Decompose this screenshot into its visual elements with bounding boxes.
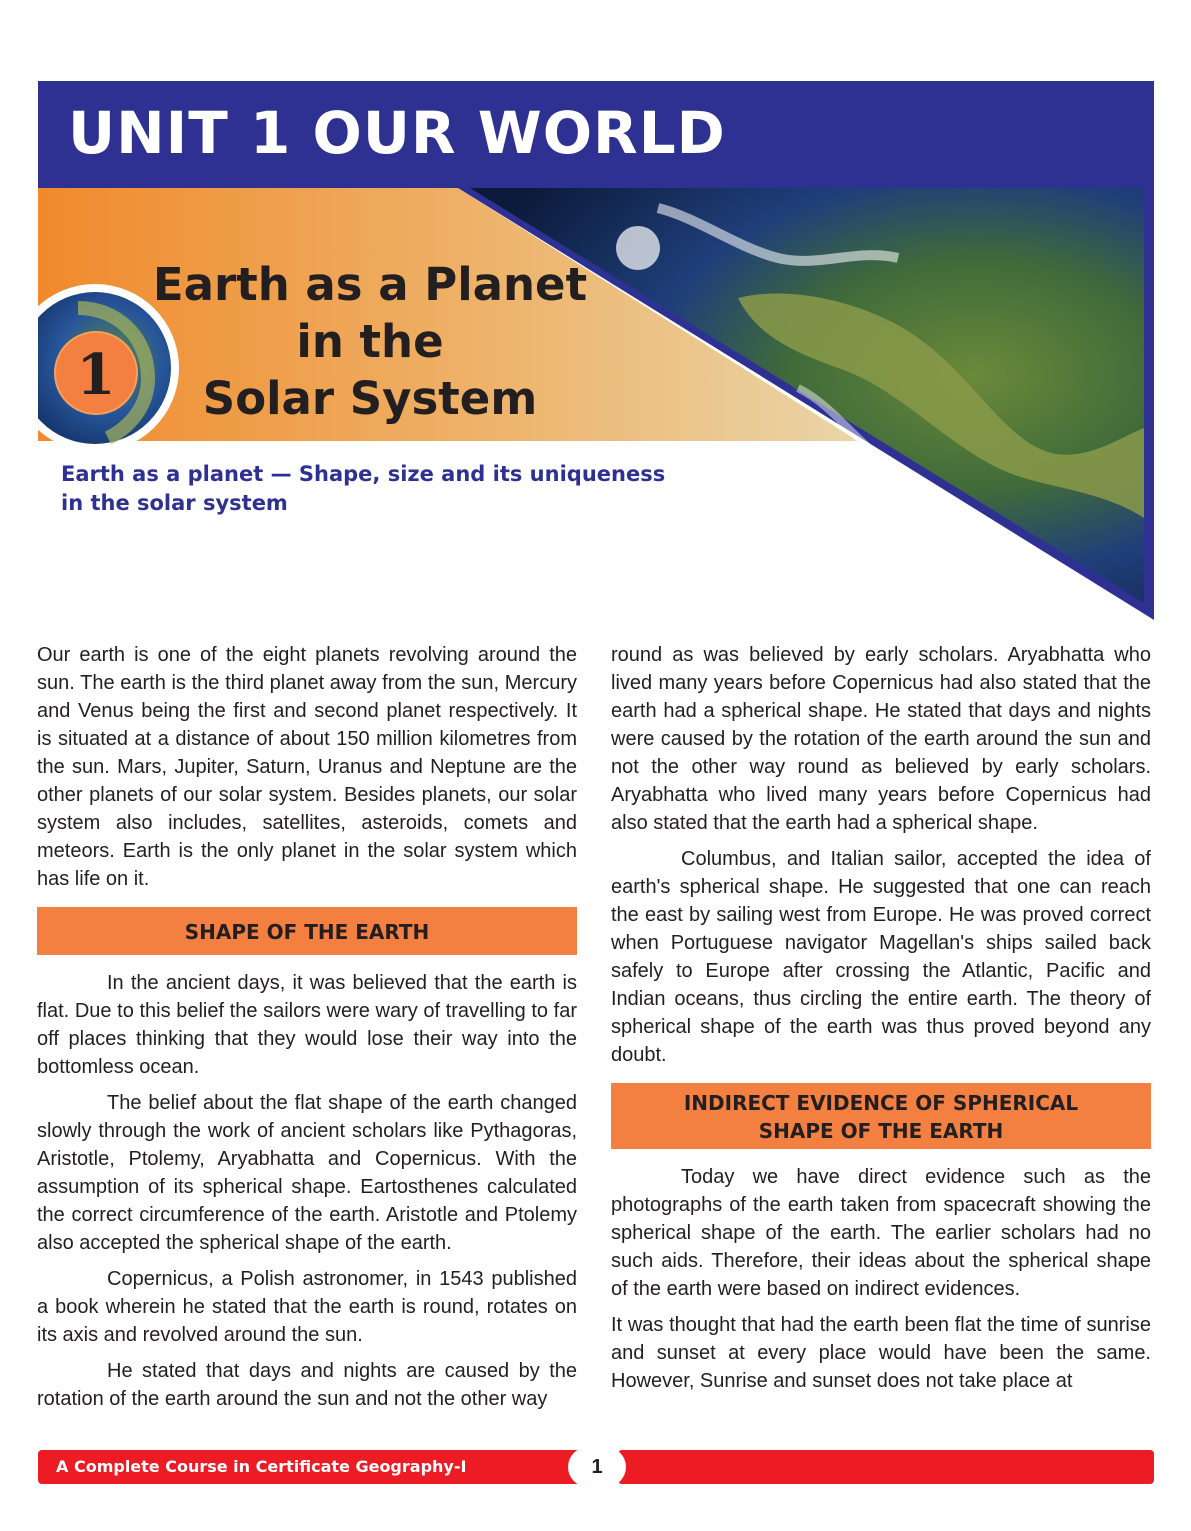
footer-book-title: A Complete Course in Certificate Geography-I [38, 1450, 583, 1484]
hurricane-cloud [616, 226, 660, 270]
subtitle-line: Earth as a planet — Shape, size and its uniqueness [61, 462, 666, 486]
footer-bar [618, 1450, 1154, 1484]
body-paragraph: Today we have direct evidence such as the photographs of the earth taken from spacecraft showing the spherical shape of the earth. The earlier scholars had no such aids. Therefore, their ideas about the spherical shape of the earth were based on indirect evidences. [611, 1166, 1151, 1300]
chapter-title-line: Earth as a Planet [152, 258, 588, 311]
body-paragraph: Columbus, and Italian sailor, accepted the idea of earth's spherical shape. He suggested that one can reach the east by sailing west from Europe. He was proved correct when Portuguese navigator Magellan's ships sailed back safely to Europe after crossing the Atlantic, Pacific and Indian oceans, thus circling the entire earth. The theory of spherical shape of the earth was thus proved beyond any doubt. [611, 848, 1151, 1066]
body-paragraph: The belief about the flat shape of the earth changed slowly through the work of ancient scholars like Pythagoras, Aristotle, Ptolemy, Aryabhatta and Copernicus. With the assumption of its spherical shape. Eartosthenes calculated the correct circumference of the earth. Aristotle and Ptolemy also accepted the spherical shape of the earth. [37, 1092, 577, 1254]
body-paragraph: It was thought that had the earth been flat the time of sunrise and sunset at every place would have been the same. However, Sunrise and sunset does not take place at [611, 1314, 1151, 1392]
chapter-number: 1 [76, 342, 116, 408]
page-footer [38, 1450, 1154, 1484]
body-paragraph: Copernicus, a Polish astronomer, in 1543 published a book wherein he stated that the earth is round, rotates on its axis and revolved around the sun. [37, 1268, 577, 1346]
intro-paragraph: Our earth is one of the eight planets revolving around the sun. The earth is the third planet away from the sun, Mercury and Venus being the first and second planet respectively. It is situated at a distance of about 150 million kilometres from the sun. Mars, Jupiter, Saturn, Uranus and Neptune are the other planets of our solar system. Besides planets, our solar system also includes, satellites, asteroids, comets and meteors. Earth is the only planet in the solar system which has life on it. [37, 644, 577, 890]
unit-banner [38, 81, 1154, 188]
section-heading-indirect-evidence [611, 1083, 1151, 1149]
right-column [611, 641, 1151, 1403]
body-paragraph: In the ancient days, it was believed that the earth is flat. Due to this belief the sailors were wary of travelling to far off places thinking that they would lose their way into the bottomless ocean. [37, 972, 577, 1078]
chapter-subtitle [61, 460, 681, 518]
chapter-title-line: Solar System [202, 372, 538, 425]
body-paragraph: round as was believed by early scholars. Aryabhatta who lived many years before Copernicus had also stated that the earth had a spherical shape. He stated that days and nights were caused by the rotation of the earth around the sun and not the other way round as believed by early scholars. Aryabhatta who lived many years before Copernicus had also stated that the earth had a spherical shape. [611, 644, 1151, 834]
page-number: 1 [568, 1447, 626, 1487]
section-heading-line: INDIRECT EVIDENCE OF SPHERICAL [683, 1091, 1079, 1115]
body-paragraph: He stated that days and nights are caused by the rotation of the earth around the sun and not the other way [37, 1360, 577, 1410]
chapter-title-line: in the [296, 315, 444, 368]
left-column [37, 641, 577, 1421]
section-heading-shape: SHAPE OF THE EARTH [37, 907, 577, 955]
unit-title: UNIT 1 OUR WORLD [68, 99, 726, 167]
chapter-title [120, 256, 620, 427]
section-heading-line: SHAPE OF THE EARTH [758, 1119, 1004, 1143]
subtitle-line: in the solar system [61, 491, 288, 515]
